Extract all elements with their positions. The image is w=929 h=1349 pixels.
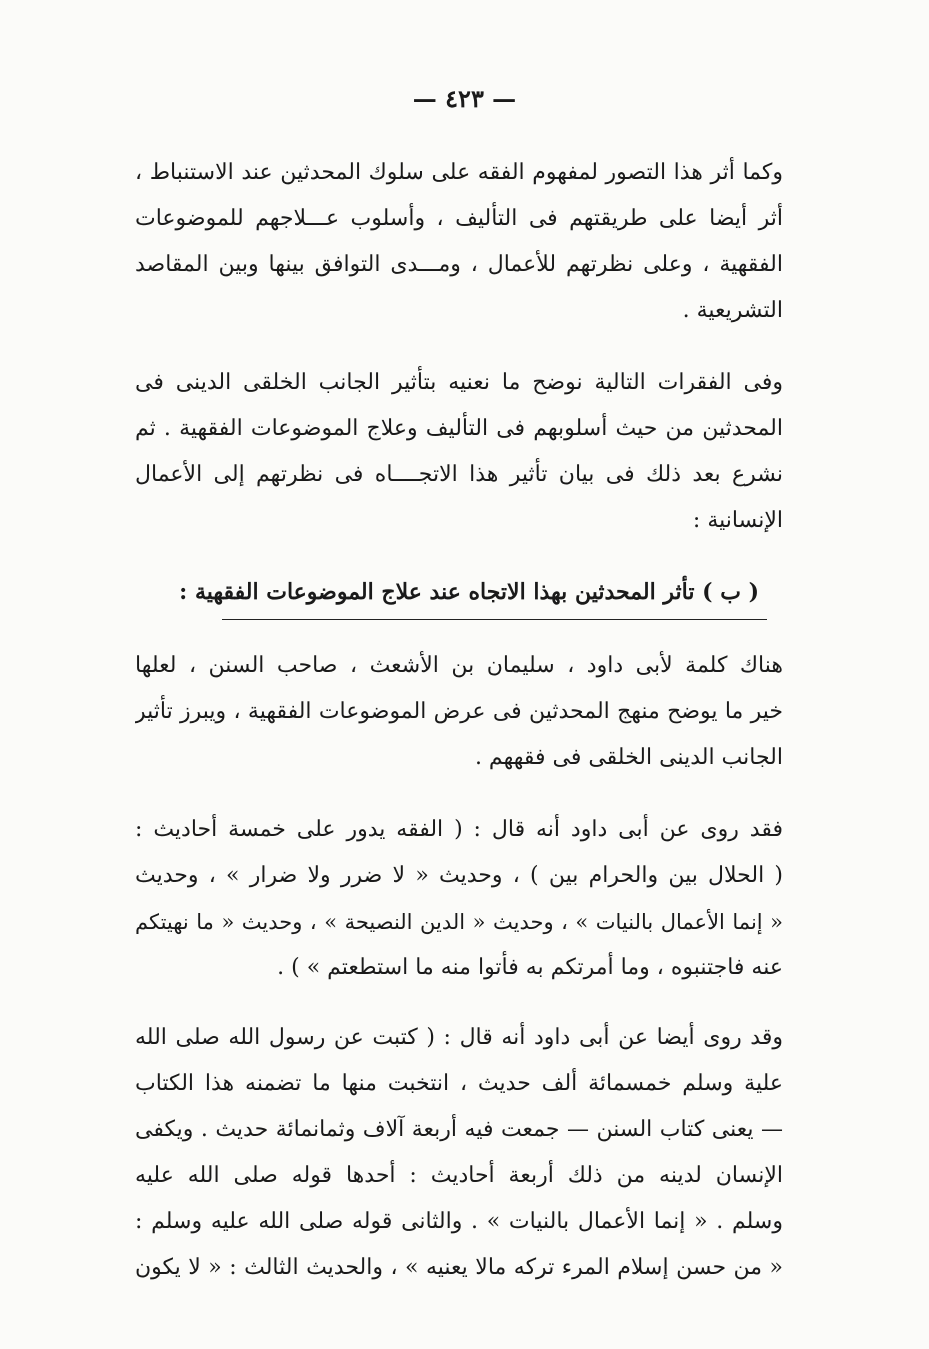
paragraph-line: عنه فاجتنبوه ، وما أمرتكم به فأتوا منه ما استطعتم » ) . <box>277 955 783 980</box>
section-heading: ( ب ) تأثر المحدثين بهذا الاتجاه عند علاج الموضوعات الفقهية : <box>179 579 759 605</box>
paragraph-line: فقد روى عن أبى داود أنه قال : ( الفقه يدور على خمسة أحاديث : <box>135 817 783 842</box>
paragraph-4 <box>135 807 783 991</box>
paragraph-line: التشريعية . <box>682 298 783 323</box>
paragraph-line: نشرع بعد ذلك فى بيان تأثير هذا الاتجــــاه فى نظرتهم إلى الأعمال <box>135 462 783 487</box>
paragraph-line: « إنما الأعمال بالنيات » ، وحديث « الدين النصيحة » ، وحديث « ما نهيتكم <box>135 910 783 934</box>
page-number: — ٤٢٣ — <box>412 84 517 113</box>
paragraph-line: وسلم . « إنما الأعمال بالنيات » . والثانى قوله صلى الله عليه وسلم : <box>135 1209 783 1234</box>
paragraph-line: وكما أثر هذا التصور لمفهوم الفقه على سلوك المحدثين عند الاستنباط ، <box>135 160 783 185</box>
paragraph-line: الإنسان لدينه من ذلك أربعة أحاديث : أحدها قوله صلى الله عليه <box>135 1163 783 1188</box>
paragraph-line: الإنسانية : <box>692 508 783 533</box>
paragraph-line: — يعنى كتاب السنن — جمعت فيه أربعة آلاف وثمانمائة حديث . ويكفى <box>135 1117 783 1142</box>
paragraph-line: وقد روى أيضا عن أبى داود أنه قال : ( كتبت عن رسول الله صلى الله <box>135 1025 783 1050</box>
paragraph-line: الفقهية ، وعلى نظرتهم للأعمال ، ومـــدى التوافق بينها وبين المقاصد <box>135 252 783 277</box>
paragraph-line: وفى الفقرات التالية نوضح ما نعنيه بتأثير الجانب الخلقى الدينى فى <box>135 370 783 395</box>
paragraph-2 <box>135 360 783 544</box>
paragraph-line: « من حسن إسلام المرء تركه مالا يعنيه » ، والحديث الثالث : « لا يكون <box>135 1255 783 1280</box>
paragraph-line: علية وسلم خمسمائة ألف حديث ، انتخبت منها ما تضمنه هذا الكتاب <box>135 1071 783 1096</box>
paragraph-line: أثر أيضا على طريقتهم فى التأليف ، وأسلوب عـــلاجهم للموضوعات <box>135 206 783 231</box>
paragraph-line: المحدثين من حيث أسلوبهم فى التأليف وعلاج الموضوعات الفقهية . ثم <box>135 416 783 441</box>
paragraph-line: الجانب الدينى الخلقى فى فقههم . <box>474 745 783 770</box>
heading-underline <box>222 619 767 620</box>
paragraph-1 <box>135 150 783 334</box>
paragraph-3 <box>135 643 783 781</box>
paragraph-line: هناك كلمة لأبى داود ، سليمان بن الأشعث ، صاحب السنن ، لعلها <box>135 653 783 678</box>
paragraph-line: خير ما يوضح منهج المحدثين فى عرض الموضوعات الفقهية ، ويبرز تأثير <box>135 699 783 724</box>
paragraph-line: ( الحلال بين والحرام بين ) ، وحديث « لا ضرر ولا ضرار » ، وحديث <box>135 863 783 888</box>
paragraph-5 <box>135 1015 783 1291</box>
